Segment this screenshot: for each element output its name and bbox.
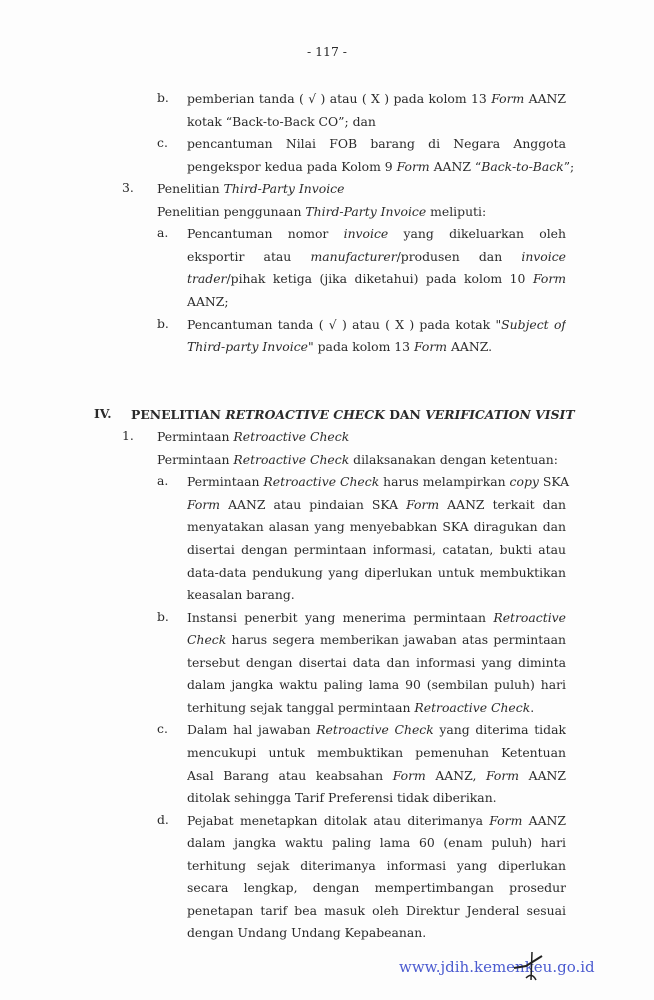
text-segment: AANZ, [425, 768, 486, 783]
text-line [187, 654, 566, 672]
text-segment: . [530, 700, 535, 715]
text-segment: menyatakan alasan yang menyebabkan SKA diragukan dan [187, 519, 566, 534]
text-segment: Retroactive Check [316, 722, 434, 737]
text-line [187, 496, 566, 514]
text-line [187, 270, 566, 288]
text-line [187, 90, 566, 108]
text-segment: disertai dengan permintaan informasi, catatan, bukti atau [187, 542, 566, 557]
text-segment: Retroactive Check [233, 452, 350, 467]
text-segment: DAN [384, 407, 426, 422]
text-line [187, 857, 566, 875]
text-segment: RETROACTIVE CHECK [225, 407, 385, 422]
text-segment: Retroactive Check [233, 429, 350, 444]
text-segment: Form [485, 768, 520, 783]
text-segment: keasalan barang. [187, 587, 295, 602]
text-line [187, 564, 566, 582]
text-segment: trader [187, 271, 227, 286]
list-marker: a. [157, 225, 169, 240]
text-segment: Retroactive Check [414, 700, 531, 715]
text-segment: AANZ. [447, 339, 493, 354]
text-segment: PENELITIAN [131, 407, 226, 422]
list-marker: b. [157, 609, 169, 624]
text-segment: Form [392, 768, 426, 783]
text-segment: /pihak ketiga (jika diketahui) pada kolom 10 [226, 271, 533, 286]
text-segment: Permintaan [157, 452, 234, 467]
list-marker: d. [157, 812, 169, 827]
text-line [187, 767, 566, 785]
text-segment: AANZ atau pindaian SKA [220, 497, 407, 512]
text-line [187, 473, 569, 491]
text-line [187, 225, 566, 243]
text-segment: pemberian tanda ( √ ) atau ( X ) pada kolom 13 [187, 91, 492, 106]
text-segment: eksportir atau [187, 249, 311, 264]
text-segment: dengan Undang Undang Kepabeanan. [187, 925, 427, 940]
text-segment: AANZ [522, 813, 566, 828]
text-line [187, 631, 566, 649]
text-segment: Permintaan [157, 429, 234, 444]
text-segment: AANZ terkait dan [439, 497, 566, 512]
text-segment: kotak “Back-to-Back CO”; dan [187, 114, 376, 129]
text-line [157, 428, 349, 446]
list-marker: b. [157, 90, 169, 105]
text-segment: tersebut dengan disertai data dan informasi yang diminta [187, 655, 566, 670]
text-line [187, 293, 229, 311]
text-segment: Third-Party Invoice [223, 181, 345, 196]
text-segment: Form [406, 497, 440, 512]
text-line [187, 609, 566, 627]
text-segment: ”; [563, 159, 575, 174]
text-line [187, 248, 566, 266]
text-segment: Form [187, 497, 221, 512]
text-segment: Pencantuman tanda ( √ ) atau ( X ) pada kotak " [187, 317, 502, 332]
text-segment: Instansi penerbit yang menerima permintaan [187, 610, 494, 625]
text-segment: Dalam hal jawaban [187, 722, 317, 737]
text-line [187, 135, 566, 153]
text-line [157, 451, 558, 469]
list-marker: 3. [122, 180, 134, 195]
text-segment: Form [413, 339, 448, 354]
text-segment: Pejabat menetapkan ditolak atau diterimanya [187, 813, 490, 828]
text-segment: Back-to-Back [481, 159, 564, 174]
text-segment: Retroactive Check [263, 474, 380, 489]
text-segment: Check [187, 632, 227, 647]
footer-link[interactable]: www.jdih.kemenkeu.go.id [399, 958, 595, 976]
list-marker: c. [157, 721, 168, 736]
text-line [157, 203, 486, 221]
text-segment: manufacturer [310, 249, 397, 264]
text-segment: AANZ “ [429, 159, 482, 174]
text-line [187, 812, 566, 830]
text-segment: Third-Party Invoice [305, 204, 427, 219]
text-segment: Form [396, 159, 430, 174]
text-line [187, 879, 566, 897]
text-segment: AANZ [524, 91, 566, 106]
text-segment: invoice [343, 226, 389, 241]
text-segment: Form [489, 813, 523, 828]
text-segment: " pada kolom 13 [307, 339, 414, 354]
text-segment: VERIFICATION VISIT [425, 407, 575, 422]
text-segment: /produsen dan [396, 249, 522, 264]
page-number: - 117 - [307, 44, 347, 59]
text-segment: terhitung sejak diterimanya informasi yang diperlukan [187, 858, 566, 873]
text-segment: dalam jangka waktu paling lama 90 (sembilan puluh) hari [187, 677, 566, 692]
text-line [187, 541, 566, 559]
text-line [187, 338, 492, 356]
text-segment: pengekspor kedua pada Kolom 9 [187, 159, 397, 174]
text-segment: meliputi: [426, 204, 487, 219]
text-segment: terhitung sejak tanggal permintaan [187, 700, 415, 715]
list-marker: 1. [122, 428, 134, 443]
text-segment: Pencantuman nomor [187, 226, 344, 241]
text-segment: AANZ [519, 768, 566, 783]
text-line [187, 789, 497, 807]
text-segment: data-data pendukung yang diperlukan untuk membuktikan [187, 565, 566, 580]
text-segment: mencukupi untuk membuktikan pemenuhan Ketentuan [187, 745, 566, 760]
text-line [187, 924, 426, 942]
text-segment: harus segera memberikan jawaban atas permintaan [226, 632, 566, 647]
text-segment: Retroactive [493, 610, 566, 625]
text-segment: Penelitian penggunaan [157, 204, 306, 219]
list-marker: b. [157, 316, 169, 331]
text-line [187, 113, 376, 131]
text-segment: dilaksanakan dengan ketentuan: [349, 452, 558, 467]
text-line [187, 316, 566, 334]
text-line [187, 721, 566, 739]
text-segment: Permintaan [187, 474, 264, 489]
text-line [187, 158, 574, 176]
text-segment: Asal Barang atau keabsahan [187, 768, 393, 783]
text-segment: Subject of [501, 317, 566, 332]
text-segment: AANZ; [187, 294, 229, 309]
text-segment: copy [509, 474, 539, 489]
section-heading [131, 406, 575, 424]
text-segment: pencantuman Nilai FOB barang di Negara Anggota [187, 136, 566, 151]
text-line [187, 676, 566, 694]
text-segment: invoice [521, 249, 566, 264]
text-line [187, 902, 566, 920]
text-segment: yang diterima tidak [433, 722, 566, 737]
text-segment: yang dikeluarkan oleh [388, 226, 566, 241]
text-segment: harus melampirkan [379, 474, 510, 489]
text-segment: ditolak sehingga Tarif Preferensi tidak diberikan. [187, 790, 497, 805]
list-marker: c. [157, 135, 168, 150]
list-marker: a. [157, 473, 169, 488]
list-marker: IV. [94, 406, 112, 421]
text-line [187, 744, 566, 762]
text-line [157, 180, 344, 198]
text-segment: SKA [538, 474, 570, 489]
text-segment: Form [532, 271, 566, 286]
text-line [187, 518, 566, 536]
text-segment: Form [491, 91, 525, 106]
text-segment: penetapan tarif bea masuk oleh Direktur Jenderal sesuai [187, 903, 566, 918]
text-segment: Penelitian [157, 181, 224, 196]
text-line [187, 699, 534, 717]
text-line [187, 834, 566, 852]
text-segment: dalam jangka waktu paling lama 60 (enam puluh) hari [187, 835, 566, 850]
text-segment: secara lengkap, dengan mempertimbangan prosedur [187, 880, 566, 895]
text-segment: Third-party Invoice [187, 339, 308, 354]
text-line [187, 586, 295, 604]
